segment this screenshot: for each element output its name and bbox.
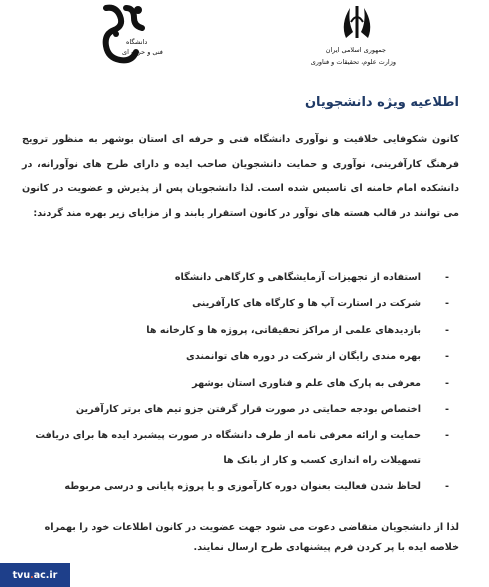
badge-text-1: tvu <box>12 569 31 581</box>
website-badge[interactable] <box>0 563 70 587</box>
list-item: - حمایت و ارائه معرفی نامه از طرف دانشگاه در صورت پیشبرد ایده ها برای دریافت تسهیلات راه اندازی کسب و کار از بانک ها <box>35 430 449 466</box>
ministry-caption-2: وزارت علوم، تحقیقات و فناوری <box>310 58 396 66</box>
list-item: - بهره مندی رایگان از شرکت در دوره های توانمندی <box>186 351 449 363</box>
list-item: - شرکت در استارت آپ ها و کارگاه های کارآفرینی <box>192 298 449 310</box>
tvu-logo <box>92 4 162 70</box>
ministry-logo <box>310 2 396 82</box>
list-item: - اختصاص بودجه حمایتی در صورت قرار گرفتن جزو تیم های برتر کارآفرین <box>75 403 449 415</box>
page-title: اطلاعیه ویژه دانشجویان <box>304 95 459 110</box>
tvu-logo-icon <box>92 4 162 70</box>
list-item: - استفاده از تجهیزات آزمایشگاهی و کارگاهی دانشگاه <box>174 272 449 283</box>
tvu-logo-caption-1: دانشگاه <box>126 38 148 46</box>
badge-text-2: ac.ir <box>33 569 58 581</box>
ministry-caption-1: جمهوری اسلامی ایران <box>325 46 386 54</box>
benefits-list <box>22 266 459 502</box>
iran-emblem-icon <box>318 2 396 42</box>
closing-paragraph: لذا از دانشجویان متقاضی دعوت می شود جهت عضویت در کانون اطلاعات خود را بهمراه خلاصه ایده با پر کردن فرم پیشنهادی طرح ارسال نمایند. <box>44 522 459 553</box>
tvu-logo-caption-2: فنی و حرفه ای <box>122 48 163 56</box>
list-item: - لحاظ شدن فعالیت بعنوان دوره کارآموزی و یا پروژه پایانی و درسی مربوطه <box>64 481 449 493</box>
list-item: - بازدیدهای علمی از مراکز تحقیقاتی، پروژه ها و کارخانه ها <box>146 324 449 336</box>
list-item: - معرفی به پارک های علم و فناوری استان بوشهر <box>192 377 449 389</box>
badge-dot: . <box>30 569 34 581</box>
intro-paragraph: کانون شکوفایی خلاقیت و نوآوری دانشگاه فنی و حرفه ای استان بوشهر به منظور ترویج فرهنگ کارآفرینی، نوآوری و حمایت دانشجویان صاحب ایده و دارای طرح های نوآورانه، در دانشکده امام خامنه ای تاسیس شده است. لذا دانشجویان پس از پذیرش و عضویت در کانون می توانند در قالب هسته های نوآور در کانون استقرار یابند و از مزایای زیر بهره مند گردند: <box>22 134 459 219</box>
